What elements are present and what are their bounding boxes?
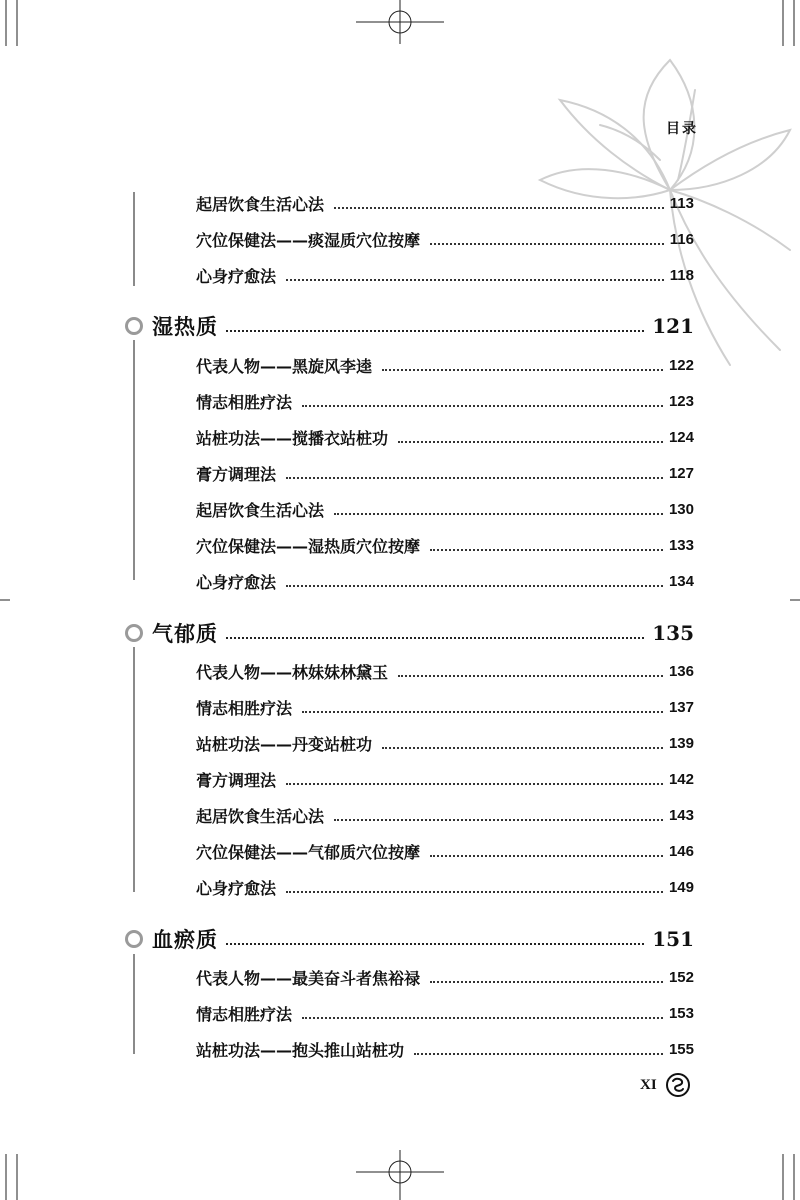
section-bullet-icon	[121, 313, 147, 339]
toc-entry[interactable]	[196, 999, 694, 1027]
toc-entry-title: 穴位保健法——气郁质穴位按摩	[196, 842, 421, 862]
section-rule	[133, 647, 135, 892]
toc-entry[interactable]	[196, 801, 694, 829]
toc-entry-title: 心身疗愈法	[196, 266, 277, 286]
toc-entry-page: 118	[669, 266, 694, 284]
toc-entry-title: 代表人物——林妹妹林黛玉	[196, 662, 389, 682]
toc-entry-title: 情志相胜疗法	[196, 392, 293, 412]
leader-dots	[414, 1053, 663, 1055]
toc-entry-page: 123	[668, 392, 694, 410]
toc-entry-page: 152	[668, 968, 694, 986]
toc-entry-page: 122	[668, 356, 694, 374]
toc-entry[interactable]	[196, 495, 694, 523]
section-title: 气郁质	[152, 621, 218, 646]
leader-dots	[398, 441, 663, 443]
toc-entry-title: 心身疗愈法	[196, 878, 277, 898]
toc-entry-title: 起居饮食生活心法	[196, 500, 325, 520]
toc-entry[interactable]	[196, 963, 694, 991]
toc-section-heading[interactable]	[152, 618, 694, 648]
leader-dots	[302, 405, 663, 407]
section-title: 血瘀质	[152, 927, 218, 952]
toc-entry[interactable]	[196, 729, 694, 757]
toc-entry-page: 113	[669, 194, 694, 212]
toc-entry[interactable]	[196, 189, 694, 217]
toc-entry[interactable]	[196, 531, 694, 559]
leader-dots	[226, 637, 644, 639]
leader-dots	[382, 747, 663, 749]
toc-entry[interactable]	[196, 693, 694, 721]
toc-entry[interactable]	[196, 459, 694, 487]
leader-dots	[286, 891, 663, 893]
leader-dots	[334, 513, 663, 515]
leader-dots	[398, 675, 663, 677]
section-rule	[133, 192, 135, 286]
leader-dots	[226, 330, 644, 332]
toc-entry-title: 穴位保健法——痰湿质穴位按摩	[196, 230, 421, 250]
toc-entry[interactable]	[196, 423, 694, 451]
leader-dots	[334, 819, 663, 821]
toc-entry-page: 133	[668, 536, 694, 554]
section-page: 135	[652, 621, 694, 645]
toc-section-heading[interactable]	[152, 924, 694, 954]
folio-number: XI	[640, 1076, 657, 1093]
toc-entry[interactable]	[196, 351, 694, 379]
swirl-logo-icon	[665, 1072, 691, 1098]
section-rule	[133, 340, 135, 580]
toc-entry-page: 136	[668, 662, 694, 680]
toc-entry-page: 149	[668, 878, 694, 896]
leader-dots	[430, 981, 663, 983]
toc-entry-title: 代表人物——黑旋风李逵	[196, 356, 373, 376]
leader-dots	[286, 477, 663, 479]
toc-entry-title: 心身疗愈法	[196, 572, 277, 592]
leader-dots	[430, 855, 663, 857]
section-bullet-icon	[121, 620, 147, 646]
leader-dots	[430, 243, 664, 245]
section-title: 湿热质	[152, 314, 218, 339]
toc-entry-page: 130	[668, 500, 694, 518]
section-rule	[133, 954, 135, 1054]
toc-entry-page: 127	[668, 464, 694, 482]
toc-entry-title: 膏方调理法	[196, 464, 277, 484]
toc-entry[interactable]	[196, 837, 694, 865]
toc-entry-title: 站桩功法——丹变站桩功	[196, 734, 373, 754]
toc-entry[interactable]	[196, 765, 694, 793]
section-page: 121	[652, 314, 694, 338]
toc-entry-page: 116	[669, 230, 694, 248]
toc-entry-page: 137	[668, 698, 694, 716]
toc-entry-page: 124	[668, 428, 694, 446]
leader-dots	[286, 279, 664, 281]
leader-dots	[382, 369, 663, 371]
toc-entry-page: 155	[668, 1040, 694, 1058]
toc-entry-page: 146	[668, 842, 694, 860]
toc-entry[interactable]	[196, 261, 694, 289]
toc-entry-page: 139	[668, 734, 694, 752]
toc-entry-title: 情志相胜疗法	[196, 1004, 293, 1024]
leader-dots	[286, 585, 663, 587]
toc-entry-title: 站桩功法——搅播衣站桩功	[196, 428, 389, 448]
toc-entry-title: 起居饮食生活心法	[196, 194, 325, 214]
toc-entry-title: 站桩功法——抱头推山站桩功	[196, 1040, 405, 1060]
toc-entry-title: 起居饮食生活心法	[196, 806, 325, 826]
leader-dots	[430, 549, 663, 551]
leader-dots	[334, 207, 664, 209]
leader-dots	[286, 783, 663, 785]
section-page: 151	[652, 927, 694, 951]
toc-entry[interactable]	[196, 1035, 694, 1063]
leader-dots	[302, 1017, 663, 1019]
section-bullet-icon	[121, 926, 147, 952]
toc-entry[interactable]	[196, 225, 694, 253]
toc-entry-page: 153	[668, 1004, 694, 1022]
toc-entry-page: 142	[668, 770, 694, 788]
toc-entry[interactable]	[196, 567, 694, 595]
leader-dots	[226, 943, 644, 945]
toc-entry-page: 134	[668, 572, 694, 590]
leader-dots	[302, 711, 663, 713]
toc-entry[interactable]	[196, 387, 694, 415]
toc-section-heading[interactable]	[152, 311, 694, 341]
toc-entry[interactable]	[196, 873, 694, 901]
page-footer	[640, 1070, 691, 1100]
toc-entry-title: 情志相胜疗法	[196, 698, 293, 718]
toc-entry[interactable]	[196, 657, 694, 685]
toc-entry-title: 穴位保健法——湿热质穴位按摩	[196, 536, 421, 556]
toc-entry-page: 143	[668, 806, 694, 824]
running-header-title: 目录	[666, 121, 698, 137]
toc-entry-title: 代表人物——最美奋斗者焦裕禄	[196, 968, 421, 988]
toc-entry-title: 膏方调理法	[196, 770, 277, 790]
